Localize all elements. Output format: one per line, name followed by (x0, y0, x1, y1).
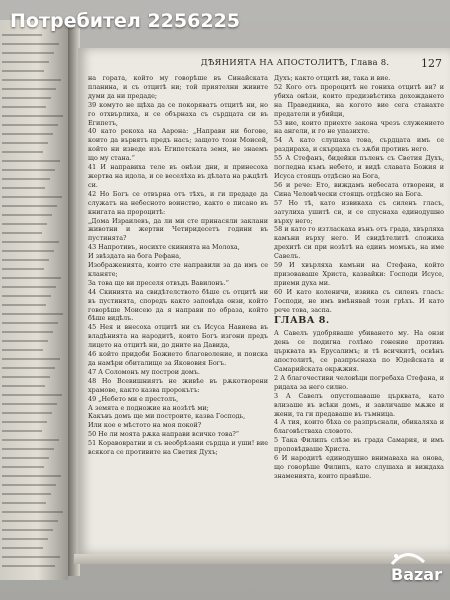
left-page-text-line (2, 286, 56, 288)
verse-paragraph: „Дома Израилевъ, да ли ми сте принасяли заклани животни и жертви Четиридесетъ години въ пустинята? (88, 216, 268, 243)
left-page-text-line (2, 475, 61, 477)
left-page-text-line (2, 376, 50, 378)
page-number: 127 (421, 57, 442, 70)
left-page-text-line (2, 250, 54, 252)
verse-paragraph: 56 и рече: Ето, виждамъ небесата отворени, и Сина Человѣчески стоящъ отдѣсно на Бога. (274, 180, 444, 198)
left-page-text-line (2, 394, 62, 396)
verse-paragraph: 42 Но Богъ се отвърна отъ тѣхъ, и ги предаде да служатъ на небесното воинство, както е писано въ книгата на пророцитѣ: (88, 189, 268, 216)
left-page-text-line (2, 160, 60, 162)
chapter-paragraph: 6 И народитѣ единодушно внимаваха на онова, що говорѣше Филипъ, като слушаха и виждаха знаменията, които правѣше. (274, 454, 444, 480)
left-page-text-line (2, 268, 44, 270)
verse-paragraph: Духъ; както отцитѣ ви, така и вие. (274, 74, 391, 82)
user-title: Потребител 2256225 (10, 10, 241, 32)
verse-paragraph: 51 Коравовратни и съ необрѣзани сърдца и уши! вие всякога се противите на Светия Духъ; (88, 439, 268, 457)
left-page-text-line (2, 421, 47, 423)
left-page-text-line (2, 556, 60, 558)
left-page-text-line (2, 187, 45, 189)
left-page-text-line (2, 448, 54, 450)
verse-paragraph: 40 като рекоха на Аарона: „Направи ни богове, които да вървятъ предъ насъ; защото този Моисей, който ни изведе изъ Египетската земя, не знаемъ що му стана.“ (88, 127, 268, 163)
left-page-text-line (2, 205, 57, 207)
left-page-text-line (2, 565, 55, 567)
left-page-text-line (2, 43, 59, 45)
verse-paragraph: 48 Но Всевишниятъ не живѣе въ рѫкотворени храмове, както казва пророкътъ: (88, 376, 268, 394)
left-page-text-line (2, 511, 63, 513)
verse-paragraph: 41 И направиха теле въ онѣзи дни, и принесоха жертва на идола, и се веселѣха въ дѣлата на рѫцѣтѣ си. (88, 163, 268, 189)
left-page-text-line (2, 385, 45, 387)
left-page-text-line (2, 277, 61, 279)
left-page-text-line (2, 529, 53, 531)
chapter-title: ГЛАВА 8. (274, 315, 330, 327)
left-page-text-line (2, 106, 46, 108)
left-page-text-line (2, 349, 43, 351)
verse-paragraph: 47 А Соломонъ му построи домъ. (88, 367, 200, 376)
verse-paragraph: 46 който придоби Божието благоволение, и поиска да намѣри обиталище за Якововия Богъ. (88, 350, 268, 367)
left-page-text-line (2, 340, 48, 342)
left-page-text-line (2, 133, 53, 135)
bazar-logo-text: Bazar (391, 565, 442, 584)
left-page-text-line (2, 358, 60, 360)
verse-paragraph: 39 комуто не щѣха да се покоряватъ отцитѣ ни, но го отхвърлиха, и се обърнаха съ сърдцата си въ Египетъ, (88, 100, 268, 127)
left-page-text-line (2, 214, 52, 216)
left-page-text-line (2, 196, 62, 198)
left-page-text-line (2, 466, 44, 468)
left-page-text-line (2, 538, 48, 540)
left-page-text-line (2, 412, 52, 414)
verse-paragraph: 54 А като слушаха това, сърдцата имъ се раздираха, и скърцаха съ зѫби противъ него. (274, 136, 444, 154)
verse-paragraph: 50 Не ли моята рѫка направи всичко това?“ (88, 430, 240, 439)
left-page-text-line (2, 484, 56, 486)
verse-paragraph: 49 „Небето ми е престолъ, (88, 394, 179, 403)
verse-paragraph: За това ще ви преселя отвъдъ Вавилонъ.“ (88, 278, 229, 287)
left-page-text-line (2, 313, 63, 315)
left-page-text-line (2, 367, 55, 369)
left-page-text-line (2, 79, 61, 81)
left-page-text-line (2, 70, 44, 72)
book-page (78, 48, 450, 554)
verse-paragraph: 44 Скинията на свидѣтелството бѣше съ отцитѣ ни въ пустинята, споредъ както заповѣда онзи, който говорѣше Моисею да я направи по образа, който бѣше видѣлъ. (88, 287, 268, 323)
left-page-text-line (2, 223, 47, 225)
user-banner (0, 0, 450, 42)
left-page-text-line (2, 547, 43, 549)
verse-paragraph: 57 Но тѣ, като извикаха съ силенъ гласъ, затулиха ушитѣ си, и се спуснаха единодушно върху него; (274, 198, 444, 225)
verse-paragraph: А земята е подножие на нозѣтѣ ми; (88, 403, 209, 412)
left-page-text-line (2, 502, 46, 504)
left-page-text-line (2, 178, 50, 180)
left-page-text-line (2, 52, 54, 54)
verse-paragraph: И звѣздата на бога Рефана, (88, 252, 182, 261)
left-page-text-line (2, 61, 49, 63)
left-page-text-line (2, 142, 48, 144)
verse-paragraph: Изображенията, които сте направили за да имъ се кланяте; (88, 261, 268, 278)
verse-paragraph: на гората, който му говорѣше въ Синайската планина, и съ отцитѣ ни; той приятелни живите думи да ни предаде; (88, 74, 268, 100)
left-page-text-line (2, 115, 63, 117)
verse-paragraph: 53 вие, които приехте закона чрезъ служението на ангели, и го не упазихте. (274, 118, 444, 136)
left-page-text-line (2, 439, 59, 441)
left-page-text-line (2, 124, 58, 126)
left-page-edge (0, 20, 68, 580)
verse-paragraph: Какъвъ домъ ще ми построите, казва Господь, (88, 412, 246, 421)
left-page-text-line (2, 88, 56, 90)
verse-paragraph: 45 Нея и внесоха отцитѣ ни съ Исуса Навиева въ владѣнията на народитѣ, които Богъ изгони предъ лицето на отцитѣ ни, до дните на Давида, (88, 323, 268, 350)
left-page-text-line (2, 151, 43, 153)
left-page-text-line (2, 241, 59, 243)
right-text-column (274, 74, 444, 481)
left-page-text-line (2, 457, 49, 459)
verse-paragraph: 60 И като коленичи, извика съ силенъ гласъ: Господи, не имъ вмѣнявай този грѣхъ. И като рече това, заспа. (274, 287, 444, 314)
left-page-text-line (2, 430, 42, 432)
left-page-text-line (2, 232, 42, 234)
left-page-text-line (2, 403, 57, 405)
bazar-logo (372, 542, 442, 586)
left-page-text-line (2, 97, 51, 99)
verse-paragraph: 59 И хвърляха камъни на Стефана, който призоваваше Христа, казвайки: Господи Исусе, приеми духа ми. (274, 261, 444, 287)
left-page-text-line (2, 520, 58, 522)
left-page-text-line (2, 304, 46, 306)
chapter-paragraph: 3 А Савелъ опустошаваше църквата, като влизаше въ всѣки домъ, и завличаше мѫже и жени, та ги предаваше въ тъмница. (274, 391, 444, 418)
left-page-text-line (2, 331, 53, 333)
left-page-text-line (2, 259, 49, 261)
left-page-text-line (2, 493, 51, 495)
running-head: ДѢЯНИЯТА НА АПОСТОЛИТѢ, Глава 8. (200, 58, 390, 68)
chapter-paragraph: 2 А благочестиви человѣци погребаха Стефана, и ридаха за него силно. (274, 373, 444, 391)
verse-paragraph: 43 Напротивъ, носихте скинията на Молоха, (88, 243, 240, 252)
left-page-text-line (2, 169, 55, 171)
verse-paragraph: 52 Кого отъ пророцитѣ не гониха отцитѣ ви? и убиха онѣзи, които предизвѣстиха дохождането на Праведника, на когото вие сега станахте предатели и убийци, (274, 82, 444, 118)
left-page-text-line (2, 322, 58, 324)
verse-paragraph: 58 и като го изтласкаха вънъ отъ града, хвърляха камъни върху него. И свидѣтелитѣ сложиха дрехитѣ си при нозѣтѣ на единъ момъкъ, на име Савелъ. (274, 225, 444, 261)
chapter-paragraph: А Савелъ удобряваше убиването му. На онзи день се подигна голѣмо гонение противъ църквата въ Ерусалимъ; и тѣ всичкитѣ, освѣнъ апостолитѣ, се разпръснаха по Юдейската и Самарийската окрѫжия. (274, 329, 444, 373)
verse-paragraph: Или кое е мѣстото на моя покой? (88, 421, 202, 430)
verse-paragraph: 55 А Стефанъ, бидейки пъленъ съ Светия Духъ, погледна къмъ небето, и видѣ славата Божия и Исуса стоящъ отдѣсно на Бога, (274, 154, 444, 180)
chapter-paragraph: 4 А тия, които бѣха се разпръснали, обикаляха и благовѣстваха словото. (274, 418, 444, 436)
left-page-text-line (2, 295, 51, 297)
chapter-paragraph: 5 Така Филипъ слѣзе въ града Самария, и имъ проповѣдваше Христа. (274, 436, 444, 454)
left-text-column (88, 74, 268, 457)
